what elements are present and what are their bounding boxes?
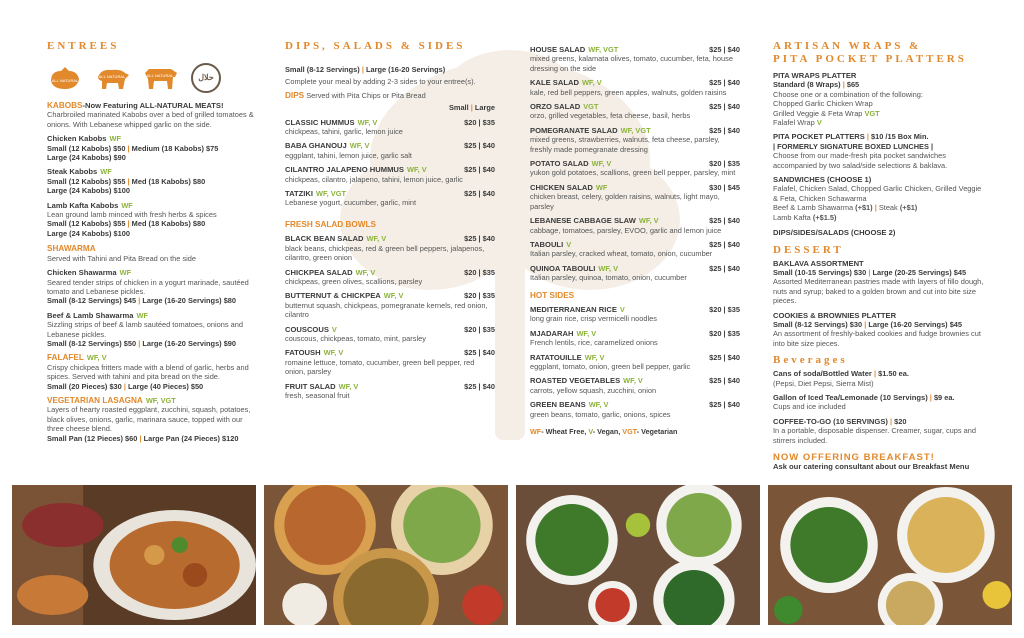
item-desc: cabbage, tomatoes, parsley, EVOO, garlic and lemon juice (530, 225, 722, 235)
diet-tag: WF, VGT (620, 125, 651, 135)
diet-tag: WF, VGT (145, 395, 176, 405)
item-name: Beef & Lamb Shawarma (47, 310, 134, 320)
item-name: Cans of soda/Bottled Water (773, 369, 872, 379)
item-desc: mixed greens, strawberries, walnuts, feta cheese, parsley, freshly made pomegranate dressing (530, 135, 720, 154)
item-price: $25 | $40 (464, 348, 495, 358)
chicken-shawarma (47, 268, 259, 306)
dips-salads-sides-title: DIPS, SALADS & SIDES (285, 40, 466, 52)
item-price: $25 | $40 (709, 400, 740, 410)
item-name: FATOUSH (285, 348, 321, 358)
item-price: $1.50 ea. (878, 369, 909, 379)
diet-tag: WF, V (357, 117, 378, 127)
baklava-assortment (773, 259, 985, 306)
item-price: $25 | $40 (709, 45, 740, 54)
sandwich-option: Beef & Lamb Shawarma (773, 203, 854, 213)
item-price: $25 | $40 (464, 234, 495, 244)
menu-item (530, 183, 740, 211)
price-large: Large (24 Kabobs) $100 (47, 186, 130, 196)
item-desc: black beans, chickpeas, red & green bell peppers, jalapenos, cilantro, green onion (285, 243, 485, 263)
menu-item (530, 126, 740, 154)
kabobs-subtitle: -Now Featuring ALL-NATURAL MEATS! (82, 101, 224, 110)
diet-tag: WF, V (623, 376, 643, 386)
diet-tag: V (816, 118, 822, 128)
item-name: CLASSIC HUMMUS (285, 117, 355, 127)
separator: | (361, 65, 364, 74)
item-name: MEDITERRANEAN RICE (530, 304, 617, 314)
platter-size: Standard (8 Wraps) (773, 80, 841, 90)
item-price: $20 | $35 (464, 291, 495, 301)
item-desc: green beans, tomato, garlic, onions, spices (530, 409, 671, 419)
separator: | (873, 369, 877, 379)
item-name: BABA GHANOUJ (285, 141, 347, 151)
dips-column (285, 40, 495, 400)
hot-list (530, 305, 740, 419)
wraps-title-2: PITA POCKET PLATTERS (773, 53, 967, 65)
separator: | (127, 143, 130, 153)
menu-item (285, 234, 495, 262)
item-desc: Lebanese yogurt, cucumber, garlic, mint (285, 198, 417, 208)
item-name: COUSCOUS (285, 324, 329, 334)
item-desc: Italian parsley, cracked wheat, tomato, onion, cucumber (530, 249, 713, 259)
item-name: BUTTERNUT & CHICKPEA (285, 291, 381, 301)
item-desc: In a portable, disposable dispenser. Creamer, sugar, cups and stirrers included. (773, 426, 976, 445)
diet-tag: WF, V (383, 291, 404, 301)
item-name: CHICKPEA SALAD (285, 267, 353, 277)
item-name: POMEGRANATE SALAD (530, 125, 618, 135)
dessert-title: DESSERT (773, 243, 844, 256)
item-name: KALE SALAD (530, 78, 579, 88)
menu-item (530, 216, 740, 235)
item-price: $25 | $40 (709, 78, 740, 88)
diet-tag: VGT (864, 108, 880, 118)
item-price: $25 | $40 (464, 141, 495, 151)
salad-list (530, 45, 740, 283)
item-desc: An assortment of freshly-baked cookies and fudge brownies cut into bite size pieces. (773, 329, 981, 348)
sandwich-option: Lamb Kafta (773, 212, 811, 222)
item-price: $25 | $40 (709, 239, 740, 249)
item-name: TATZIKI (285, 189, 313, 199)
item-name: GREEN BEANS (530, 400, 586, 410)
item-desc: kale, red bell peppers, green apples, walnuts, golden raisins (530, 87, 727, 97)
separator: | (866, 132, 869, 142)
vegetarian-lasagna (47, 396, 259, 443)
salads-column (530, 40, 740, 436)
diet-tag: WF, V (581, 78, 602, 88)
item-name: COOKIES & BROWNIES PLATTER (773, 310, 897, 320)
price-large: Large (24 Kabobs) $100 (47, 228, 130, 238)
platter-price: $65 (846, 80, 860, 90)
item-price: $25 | $40 (709, 352, 740, 362)
item-desc: chickpeas, tahini, garlic, lemon juice (285, 127, 403, 137)
price-small: Small (20 Pieces) $30 (47, 381, 122, 391)
separator: | (127, 176, 130, 186)
item-price: $25 | $40 (709, 102, 740, 112)
price-medium: Med (18 Kabobs) $80 (131, 219, 206, 229)
item-price: $25 | $40 (709, 125, 740, 135)
diet-tag: WF, V (406, 165, 427, 175)
diet-tag: WF, V (588, 400, 609, 410)
item-desc: chickpeas, green olives, scallions, parsley (285, 276, 423, 286)
legend-wf-text: - Wheat Free, (541, 427, 587, 436)
menu-item (285, 291, 495, 319)
beverages-title: Beverages (773, 354, 848, 367)
lamb-icon (95, 63, 131, 93)
item-desc: (Pepsi, Diet Pepsi, Sierra Mist) (773, 378, 874, 388)
menu-item (285, 189, 495, 208)
price-small: Small (12 Kabobs) $55 (47, 176, 126, 186)
diet-tag: V (619, 304, 625, 314)
meat-icons (47, 63, 259, 93)
diet-tag: WF, V (638, 216, 659, 226)
svg-text:ALL NATURAL: ALL NATURAL (146, 73, 174, 78)
legend-v: V (588, 427, 593, 436)
upcharge: (+$1) (899, 203, 918, 213)
size-small: Small (8-12 Servings) (285, 65, 360, 74)
price-large: Large (20-25 Servings) $45 (872, 267, 967, 277)
item-price: $9 ea. (933, 392, 955, 402)
diet-tag: WF, V (576, 328, 597, 338)
item-price: $25 | $40 (464, 381, 495, 391)
separator: | (864, 319, 867, 329)
item-desc: eggplant, tahini, lemon juice, garlic salt (285, 150, 412, 160)
item-desc: Crispy chickpea fritters made with a blend of garlic, herbs and spices. Served with tahini and pita bread on the side. (47, 362, 249, 382)
sandwich-option: Steak (878, 203, 898, 213)
wraps-title-1: ARTISAN WRAPS & (773, 40, 922, 52)
price-medium: Med (18 Kabobs) $80 (131, 176, 206, 186)
item-price: $25 | $40 (464, 189, 495, 199)
price-small: Small (8-12 Servings) $30 (773, 319, 863, 329)
separator: | (139, 433, 142, 443)
item-name: QUINOA TABOULI (530, 263, 596, 273)
kabobs-section (47, 101, 259, 129)
diet-tag: WF, V (86, 353, 107, 363)
price-large: Large (16-20 Servings) $80 (142, 296, 237, 306)
platter-desc: Choose one or a combination of the following: (773, 89, 923, 99)
kabobs-title: KABOBS (47, 101, 83, 110)
menu-item (285, 348, 495, 376)
menu-item (530, 45, 740, 73)
item-desc: eggplant, tomato, onion, green bell pepper, garlic (530, 361, 691, 371)
separator: | (889, 416, 893, 426)
price-small: Small (8-12 Servings) $50 (47, 338, 137, 348)
entrees-column (47, 40, 259, 443)
size-large-label: Large (474, 103, 495, 113)
diet-tag: V (331, 324, 337, 334)
diet-tag: WF, V (598, 263, 619, 273)
diet-tag: WF, V (355, 267, 376, 277)
hot-sides-title: HOT SIDES (530, 290, 575, 300)
item-name: POTATO SALAD (530, 159, 589, 169)
item-price: $25 | $40 (464, 165, 495, 175)
diet-tag: WF (595, 182, 608, 192)
item-price: $20 | $35 (464, 117, 495, 127)
item-desc: Lean ground lamb minced with fresh herbs & spices (47, 210, 217, 220)
menu-item (530, 102, 740, 121)
separator: | (127, 219, 130, 229)
beef-icon (143, 63, 179, 93)
legend-v-text: - Vegan, (592, 427, 621, 436)
upcharge: (+$1.5) (812, 212, 837, 222)
pocket-desc: Choose from our made-fresh pita pocket sandwiches accompanied by two salad/side selections & baklava. (773, 151, 948, 170)
item-desc: chickpeas, cilantro, jalapeno, tahini, lemon juice, garlic (285, 174, 463, 184)
menu-item (530, 400, 740, 419)
item-desc: Cups and ice included (773, 402, 846, 412)
beef-lamb-shawarma (47, 311, 259, 349)
price-small: Small (12 Kabobs) $55 (47, 219, 126, 229)
svg-text:ALL NATURAL: ALL NATURAL (51, 78, 79, 83)
price-medium: Medium (18 Kabobs) $75 (131, 143, 219, 153)
diet-tag: WF, VGT (588, 45, 619, 54)
photo-salads (516, 485, 760, 625)
item-name: MJADARAH (530, 328, 574, 338)
platter-option: Chopped Garlic Chicken Wrap (773, 99, 873, 109)
price-large: Large (24 Kabobs) $90 (47, 153, 126, 163)
item-name: CHICKEN SALAD (530, 182, 593, 192)
item-price: $25 | $40 (709, 376, 740, 386)
separator: | (138, 296, 141, 306)
item-desc: long grain rice, crisp vermicelli noodles (530, 314, 657, 324)
item-desc: French lentils, rice, caramelized onions (530, 338, 658, 348)
diet-tag: V (566, 239, 572, 249)
size-header: Small | Large (448, 103, 495, 113)
price-large: Large (40 Pieces) $50 (127, 381, 204, 391)
menu-item (285, 141, 495, 160)
item-desc: butternut squash, chickpeas, pomegranate kernels, red onion, cilantro (285, 300, 488, 320)
price-small: Small (10-15 Servings) $30 (773, 267, 867, 277)
breakfast-desc: Ask our catering consultant about our Breakfast Menu (773, 462, 970, 472)
menu-item (530, 305, 740, 324)
menu-item (530, 353, 740, 372)
entrees-title: ENTREES (47, 40, 120, 52)
diet-tag: WF, V (323, 348, 344, 358)
item-name: Steak Kabobs (47, 167, 98, 177)
item-name: HOUSE SALAD (530, 45, 586, 54)
pocket-price: $10 /15 Box Min. (871, 132, 929, 142)
chicken-icon (47, 63, 83, 93)
item-name: RATATOUILLE (530, 352, 582, 362)
diet-tag: WF (136, 310, 149, 320)
legend-vgt: VGT (622, 427, 637, 436)
item-name: Chicken Kabobs (47, 134, 107, 144)
photo-tabouli-chickpeas (768, 485, 1012, 625)
size-large: Large (16-20 Servings) (365, 65, 446, 74)
diet-tag: WF, V (349, 141, 370, 151)
diet-tag: WF (119, 268, 132, 278)
item-name: VEGETARIAN LASAGNA (47, 395, 143, 405)
diet-legend (530, 427, 740, 436)
price-small: Small (8-12 Servings) $45 (47, 296, 137, 306)
chicken-kabobs (47, 134, 259, 162)
shawarma-desc: Served with Tahini and Pita Bread on the side (47, 253, 197, 263)
item-price: $25 | $40 (709, 263, 740, 273)
menu-item (530, 159, 740, 178)
pita-wraps-platter (773, 71, 985, 127)
separator: | (123, 381, 126, 391)
item-name: ORZO SALAD (530, 102, 581, 112)
separator: | (929, 392, 932, 402)
item-price: $25 | $40 (709, 216, 740, 226)
item-name: FALAFEL (47, 353, 84, 363)
sandwiches-title: SANDWICHES (CHOOSE 1) (773, 175, 872, 185)
item-desc: Italian parsley, quinoa, tomato, onion, cucumber (530, 273, 687, 283)
item-desc: orzo, grilled vegetables, feta cheese, basil, herbs (530, 111, 691, 121)
item-price: $20 | $35 (709, 328, 740, 338)
item-name: PITA WRAPS PLATTER (773, 71, 857, 80)
fresh-salad-bowls-title: FRESH SALAD BOWLS (285, 219, 376, 229)
photo-flatbreads (264, 485, 508, 625)
item-desc: Seared tender strips of chicken in a yogurt marinade, sautéed tomato and Lebanese pickles. (47, 277, 249, 296)
item-desc: Sizzling strips of beef & lamb sautéed tomatoes, onions and Lebanese pickles. (47, 320, 243, 339)
price-large: Large Pan (24 Pieces) $120 (143, 433, 239, 443)
kabobs-desc: Charbroiled marinated Kabobs over a bed of grilled tomatoes & onions. With Lebanese whipped garlic on the side. (47, 110, 254, 129)
fresh-list (285, 234, 495, 400)
svg-text:ALL NATURAL: ALL NATURAL (98, 74, 126, 79)
item-price: $20 | $35 (709, 304, 740, 314)
item-desc: Assorted Mediterranean pastries made with layers of fillo dough, nuts and syrup; baked to a golden brown and cut into bite size pieces. (773, 277, 984, 306)
item-price: $20 | $35 (709, 159, 740, 169)
diet-tag: WF (109, 134, 121, 144)
menu-item (530, 329, 740, 348)
pita-pocket-platters (773, 132, 985, 170)
item-name: BAKLAVA ASSORTMENT (773, 258, 864, 268)
price-large: Large (16-20 Servings) $45 (868, 319, 963, 329)
menu-item (285, 165, 495, 184)
formerly-note: | FORMERLY SIGNATURE BOXED LUNCHES | (773, 141, 934, 151)
separator: | (868, 267, 871, 277)
diet-tag: WF, VGT (315, 189, 346, 199)
item-name: COFFEE-TO-GO (10 SERVINGS) (773, 416, 888, 426)
diet-tag: WF, V (591, 159, 612, 169)
price-small: Small Pan (12 Pieces) $60 (47, 433, 138, 443)
item-name: FRUIT SALAD (285, 381, 336, 391)
item-price: $20 | $35 (464, 267, 495, 277)
upcharge: (+$1) (855, 203, 873, 213)
item-desc: Layers of hearty roasted eggplant, zucchini, squash, potatoes, black olives, onions, garlic, marinara sauce, topped with our three cheese blend. (47, 405, 251, 434)
item-desc: couscous, chickpeas, tomato, mint, parsley (285, 333, 426, 343)
platter-option: Falafel Wrap (773, 118, 815, 128)
item-name: Chicken Shawarma (47, 268, 117, 278)
shawarma-title: SHAWARMA (47, 244, 96, 254)
complete-meal-note: Complete your meal by adding 2-3 sides to your entree(s). (285, 77, 476, 87)
dips-title: DIPS (285, 90, 305, 100)
item-desc: yukon gold potatoes, scallions, green bell pepper, parsley, mint (530, 168, 736, 178)
menu-item (530, 240, 740, 259)
item-price: $20 | $35 (464, 324, 495, 334)
lamb-kafta-kabobs (47, 201, 259, 239)
separator: | (874, 203, 877, 213)
breakfast-banner: NOW OFFERING BREAKFAST! (773, 452, 935, 463)
diet-tag: WF (100, 167, 112, 177)
platter-option: Grilled Veggie & Feta Wrap (773, 108, 863, 118)
item-name: BLACK BEAN SALAD (285, 234, 364, 244)
menu-item (530, 376, 740, 395)
menu-item (530, 264, 740, 283)
cookies-brownies-platter (773, 311, 985, 349)
separator: | (842, 80, 845, 90)
dips-desc: Served with Pita Chips or Pita Bread (306, 90, 426, 100)
serving-sizes (285, 65, 495, 74)
sandwiches (773, 175, 985, 222)
wraps-column (773, 40, 985, 472)
coffee-to-go (773, 417, 985, 445)
item-desc: romaine lettuce, tomato, cucumber, green bell pepper, red onion, parsley (285, 357, 475, 377)
menu-item (285, 268, 495, 287)
item-name: TABOULI (530, 239, 564, 249)
diet-tag: WF, V (366, 234, 387, 244)
price-small: Small (12 Kabobs) $50 (47, 143, 126, 153)
legend-vgt-text: - Vegetarian (636, 427, 678, 436)
item-name: ROASTED VEGETABLES (530, 376, 621, 386)
menu-item (285, 325, 495, 344)
item-price: $20 (894, 416, 907, 426)
cans-of-soda (773, 369, 985, 388)
size-small-label: Small (448, 103, 469, 113)
item-name: Gallon of Iced Tea/Lemonade (10 Servings) (773, 392, 928, 402)
separator: | (138, 338, 141, 348)
item-name: Lamb Kafta Kabobs (47, 200, 119, 210)
steak-kabobs (47, 167, 259, 195)
dips-header (285, 91, 495, 100)
diet-tag: VGT (583, 102, 599, 112)
menu-item (285, 118, 495, 137)
item-name: LEBANESE CABBAGE SLAW (530, 216, 636, 226)
halal-icon: حلال (191, 63, 221, 93)
item-desc: chicken breast, celery, golden raisins, walnuts, light mayo, parsley (530, 192, 720, 211)
item-price: $30 | $45 (709, 182, 740, 192)
diet-tag: WF (121, 200, 133, 210)
item-name: CILANTRO JALAPENO HUMMUS (285, 165, 404, 175)
item-desc: mixed greens, kalamata olives, tomato, cucumber, feta, house dressing on the side (530, 54, 733, 73)
item-desc: fresh, seasonal fruit (285, 390, 350, 400)
dips-list (285, 118, 495, 208)
sandwiches-desc: Falafel, Chicken Salad, Chopped Garlic Chicken, Grilled Veggie & Feta, Chicken Schawarma (773, 184, 982, 203)
falafel (47, 353, 259, 391)
diet-tag: WF, V (338, 381, 359, 391)
menu-item (285, 382, 495, 401)
dips-choose-title: DIPS/SIDES/SALADS (CHOOSE 2) (773, 228, 896, 238)
item-desc: carrots, yellow squash, zucchini, onion (530, 385, 657, 395)
item-name: PITA POCKET PLATTERS (773, 132, 865, 142)
food-photos (12, 485, 1012, 625)
legend-wf: WF (530, 427, 542, 436)
price-large: Large (16-20 Servings) $90 (142, 338, 237, 348)
gallon-iced-tea (773, 393, 985, 412)
menu-item (530, 78, 740, 97)
photo-kabobs-shawarma (12, 485, 256, 625)
diet-tag: WF, V (584, 352, 605, 362)
